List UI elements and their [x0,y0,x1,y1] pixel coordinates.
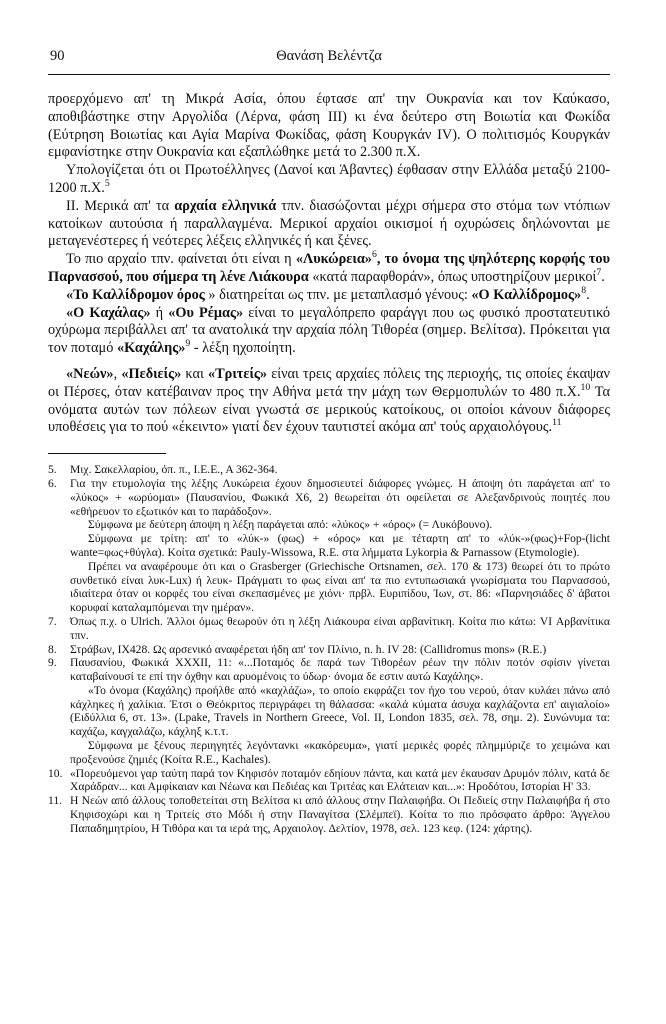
footnote-ref-5: 5 [104,178,110,190]
paragraph-kallidromos: «Το Καλλίδρομον όρος » διατηρείται ως τπν. με μεταπλασμό γένους: «Ο Καλλίδρομος»$^8$. [66,285,590,303]
paragraph-continuation: προερχόμενο απ' τη Μικρά Ασία, όπου έφτασε απ' την Ουκρανία και τον Καύκασο, αποθιβάστηκε στην Αργολίδα (Λέρνα, φάση ΙΙΙ) κι ένα δεύτερο στη Βοιωτία και Φωκίδα (Εύτρηση Βοιωτίας και Αγία Μαρίνα Φωκίδας, φάση Κουργκάν IV). Ο πολιτισμός Κουργκάν εμφανίστηκε στην Ουκρανία και εξαπλώθηκε μετά το 2.300 π.Χ. [48,91,610,161]
footnote-ref-8: 8 [581,285,587,296]
paragraph-kachalas: «Ο Καχάλας» ή «Ου Ρέμας» είναι το μεγαλόπρεπο φαράγγι που ως φυσικό προστατευτικό οχύρωμα περιβάλλει απ' τα ανατολικά την αρχαία πόλη Τιθορέα (σημερ. Βελίτσα). Πρόκειται για τον ποταμό «Καχάλης»$^9$ - λέξη ηχοποίητη. [48,304,610,357]
paragraph-lykoreia: Το πιο αρχαίο τπν. φαίνεται ότι είναι η «Λυκώρεια»$^6$, το όνομα της ψηλότερης κορφής του Παρνασσού, που σήμερα τη λένε Λιάκουρα «κατά παραφθοράν», όπως υποστηρίζουν μερικοί$^7$. [48,249,610,285]
footnote-ref-11: 11 [552,417,562,429]
footnote-9: 9. Παυσανίου, Φωκικά ΧΧΧΙΙ, 11: «...Ποταμός δε παρά των Τιθορέων ρέων την πόλιν ποτόν σφίσιν γίνεται καταβαίνουσί τε επί την όχθην και αρυομένοις το ύδωρ· όνομα δε εστιν αυτώ Καχάλης». «Το όνομα (Καχάλης) προήλθε από «καχλάζω», το οποίο εκφράζει τον ήχο του νερού, όταν κυλάει πάνω από κάχληκες ή χαλίκια. Έτσι ο Θεόκριτος περιγράφει τη θάλασσα: «καλά κύματα άσυχα καχλάζοντα επ' αιγιαλοίο» (Ειδύλλια 6, στ. 13». (Lpake, Travels in Northern Greece, Vol. II, London 1835, σελ. 78, σημ. 2). Συνώνυμα τα: καχάζω, καγχαλάζω, κάχληξ κ.τ.τ. Σύμφωνα με ξένους περιηγητές λεγόντανκι «κακόρευμα», γιατί μερικές φορές πλημμύριζε το χειμώνα και προξενούσε ζημιές (Κοίτα R.E., Kachales). [48,656,610,766]
footnote-ref-7: 7 [596,267,602,279]
footnote-6: 6. Για την ετυμολογία της λέξης Λυκώρεια έχουν δημοσιευτεί διάφορες γνώμες. Η άποψη ότι παράγεται απ' το «λύκος» + «ωρύομαι» (Παυσανίου, Φωκικά Χ6, 2) θεωρείται ότι οφείλεται σε Αλεξανδρινούς ποιητές που «εθήρευον το εξωτικόν και το παράδοξον». Σύμφωνα με δεύτερη άποψη η λέξη παράγεται από: «λύκος» + «όρος» (= Λυκόβουνο). Σύμφωνα με τρίτη: απ' το «λύκ-» (φως) + «όρος» και με τέταρτη απ' το «λύκ-»(φως)+Fop-(licht wante=φως+θύγλα). Κοίτα σχετικά: Pauly-Wissowa, R.E. στα λήμματα Lykorpia & Parnassow (Etymologie). Πρέπει να αναφέρουμε ότι και ο Grasberger (Griechische Ortsnamen, σελ. 170 & 173) θεωρεί ότι το πρώτο συνθετικό είναι λυκ-Lux) ή λευκ- Πράγματι το φως είναι απ' τα πιο εντυπωσιακά γνωρίσματα του Παρνασσού, ιδιαίτερα όταν οι κορφές του είναι σκεπασμένες με χιόνι· πρβλ. Ευριπίδου, Ίων, στ. 86: «Παρνησιάδες δ' άβατοι κορυφαί καταλαμπόμεναι την ημέραν». [48,476,610,615]
main-text [48,91,610,437]
footnote-11: 11. Η Νεών από άλλους τοποθετείται στη Βελίτσα κι από άλλους στην Παλαιφήβα. Οι Πεδιείς στην Παλαιφήβα ή στο Κηφισοχώρι και η Τριτείς στο Μόδι ή στην Παναγίτσα (Σλέμπεϊ). Κοίτα το πιο πρόσφατο άρθρο: Άγγελου Παπαδημητρίου, Η Τιθόρα και τα ιερά της, Αρχαιολογ. Δελτίον, 1978, σελ. 123 κεφ. (124: χάρτης). [48,794,610,835]
running-title: Θανάση Βελέντζα [276,48,382,64]
footnotes [48,463,610,836]
footnote-10: 10. «Πορευόμενοι γαρ ταύτη παρά τον Κηφισόν ποταμόν εδηίουν πάντα, και κατά μεν έκαυσαν Δρυμόν πόλιν, κατά δε Χαράδραν... και Αμφίκαιαν και Νέωνα και Πεδιέας και Τριτέας και Ελάτειαν και...»: Ηροδότου, Ιστορίαι Η' 33. [48,766,610,794]
footnote-ref-10: 10 [580,381,591,393]
footnote-ref-6: 6 [371,249,377,261]
page [48,48,610,1008]
footnote-7: 7. Όπως π.χ. ο Ulrich. Άλλοι όμως θεωρούν ότι η λέξη Λιάκουρα είναι αρβανίτικη. Κοίτα πιο κάτω: VI Αρβανίτικα τπν. [48,614,610,642]
footnote-8: 8. Στράβων, ΙΧ428. Ως αρσενικό αναφέρεται ήδη απ' τον Πλίνιο, n. h. IV 28: (Callidromus mons» (R.E.) [48,642,547,656]
paragraph-ancient-cities: «Νεών», «Πεδιείς» και «Τριτείς» είναι τρεις αρχαίες πόλεις της περιοχής, τις οποίες έκαψαν οι Πέρσες, όταν κατέβαιναν προς την Αθήνα μετά την μάχη των Θερμοπυλών το 480 π.Χ.$^{10}$ Τα ονόματα αυτών των πόλεων είναι γνωστά σε μερικούς κατοίκους, οι οποίοι κάνουν διάφορες υποθέσεις για το πού «έκειντο» γιατί δεν έχουν ταυτιστεί ακόμα απ' τούς αρχαιολόγους.$^{11}$ [48,365,610,436]
page-header [48,48,610,70]
footnote-ref-9: 9 [185,338,191,350]
header-rule [48,74,610,75]
paragraph-protohellenes: Υπολογίζεται ότι οι Πρωτοέλληνες (Δανοί και Άβαντες) έφθασαν στην Ελλάδα μεταξύ 2100-1200 π.Χ.$^5$ [48,162,610,196]
page-number: 90 [50,48,65,64]
footnote-5: 5. Μιχ. Σακελλαρίου, όπ. π., Ι.Ε.Ε., Α 362-364. [48,463,278,477]
paragraph-ancient-greek: ΙΙ. Μερικά απ' τα αρχαία ελληνικά τπν. διασώζονται μέχρι σήμερα στο στόμα των ντόπιων κατοίκων αυτούσια ή παραλλαγμένα. Μερικοί αρχαίοι οικισμοί ή οχυρώσεις δηλώνονται με μεταγενέστερες ή νεότερες λέξεις ελληνικές ή και ξένες. [48,197,610,250]
footnote-separator [48,453,166,454]
